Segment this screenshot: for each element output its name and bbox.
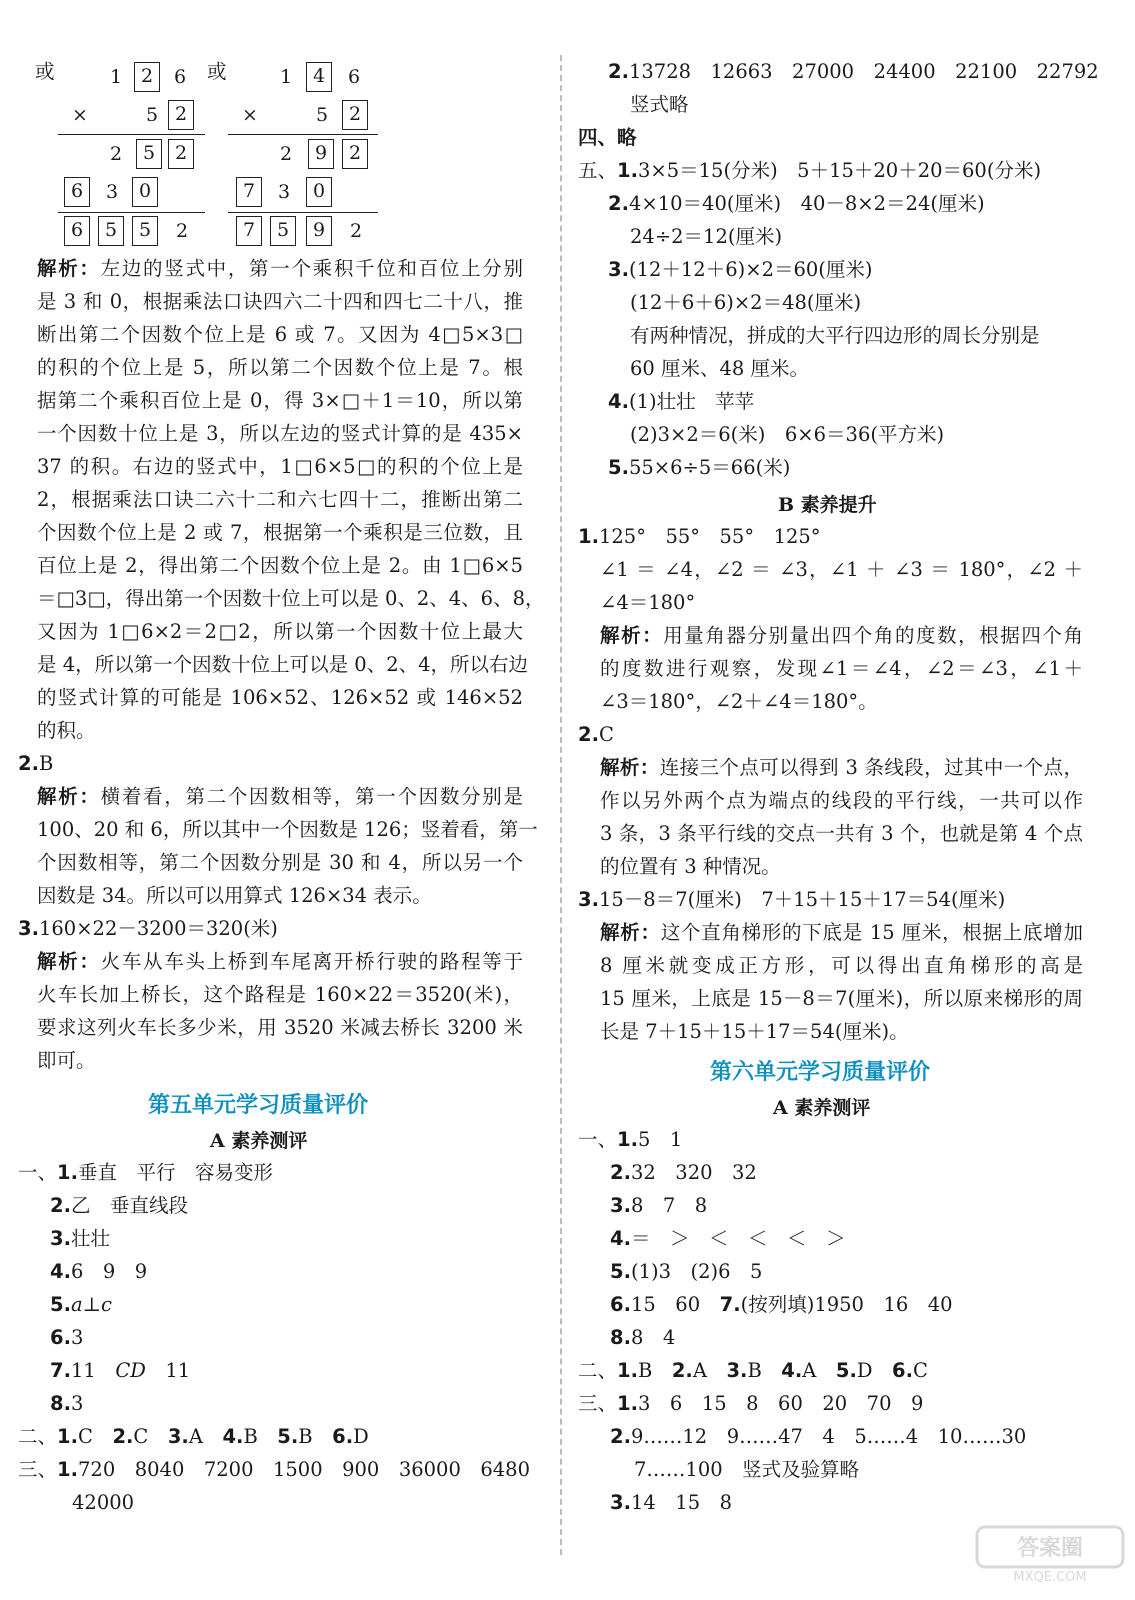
analysis-line: 的积的个位上是 5，所以第二个因数个位上是 7。根 xyxy=(37,356,523,379)
filled-box: 5 xyxy=(270,216,296,246)
u6-item-6-7: 6.15 60 7.(按列填)1950 16 40 xyxy=(610,1293,953,1316)
analysis-line: 是 4，所以第一个因数十位上可以是 0、2、4，所以右边 xyxy=(37,653,529,676)
analysis-line: 个因数相等，第二个因数分别是 30 和 4，所以另一个 xyxy=(37,851,523,874)
filled-box: 9 xyxy=(308,139,334,169)
b-item-1b: ∠1 ＝ ∠4，∠2 ＝ ∠3，∠1 ＋ ∠3 ＝ 180°，∠2 ＋ xyxy=(600,558,1083,581)
analysis-line: 又因为 1□6×2＝2□2，所以第一个因数十位上最大 xyxy=(37,620,523,643)
digit: 2 xyxy=(109,143,123,165)
analysis-line: 要求这列火车长多少米，用 3520 米减去桥长 3200 米 xyxy=(37,1016,523,1039)
filled-box: 0 xyxy=(132,177,158,207)
r-item-2b: 竖式略 xyxy=(630,93,689,116)
u6-item-2: 2.32 320 32 xyxy=(610,1161,757,1184)
analysis-line: 37 的积。右边的竖式中，1□6×5□的积的个位上是 xyxy=(37,455,523,478)
analysis-line: 的位置有 3 种情况。 xyxy=(600,855,781,878)
r-wu-4b: (2)3×2＝6(米) 6×6＝36(平方米) xyxy=(630,423,945,446)
analysis-line: 据第二个乘积百位上是 0，得 3×□＋1＝10，所以第 xyxy=(37,389,523,412)
u5-calc-row-cont: 42000 xyxy=(72,1491,135,1514)
filled-box: 5 xyxy=(98,216,124,246)
filled-box: 2 xyxy=(168,100,194,130)
filled-box: 6 xyxy=(64,216,90,246)
u5-item-4: 4.6 9 9 xyxy=(50,1260,148,1283)
analysis-line: 解析：用量角器分别量出四个角的度数，根据四个角 xyxy=(600,624,1083,647)
b-item-1: 1.125° 55° 55° 125° xyxy=(578,525,821,548)
u5-item-1: 一、1.垂直 平行 容易变形 xyxy=(18,1161,274,1184)
r-wu-3c: 有两种情况，拼成的大平行四边形的周长分别是 xyxy=(630,324,1040,347)
u6-calc-row-2: 2.9……12 9……47 4 5……4 10……30 xyxy=(610,1425,1027,1448)
u6-calc-row-1: 三、1.3 6 15 8 60 20 70 9 xyxy=(578,1392,924,1415)
analysis-line: 个因数个位上是 2 或 7，根据第一个乘积是三位数，且 xyxy=(37,521,523,544)
b-item-2: 2.C xyxy=(578,723,614,746)
filled-box: 0 xyxy=(306,177,332,207)
digit: 2 xyxy=(349,220,363,242)
u5-item-6: 6.3 xyxy=(50,1326,84,1349)
u6-item-5: 5.(1)3 (2)6 5 xyxy=(610,1260,763,1283)
r-wu-3b: (12＋6＋6)×2＝48(厘米) xyxy=(630,291,862,314)
analysis-line: 因数是 34。所以可以用算式 126×34 表示。 xyxy=(37,884,432,907)
u6-calc-row-2b: 7……100 竖式及验算略 xyxy=(634,1458,860,1481)
or-label: 或 xyxy=(35,60,55,83)
svg-text:答案圈: 答案圈 xyxy=(1016,1536,1084,1561)
times-sign: × xyxy=(242,104,258,126)
filled-box: 7 xyxy=(236,177,262,207)
u5-calc-row: 三、1.720 8040 7200 1500 900 36000 6480 xyxy=(18,1458,530,1481)
analysis-line: 断出第二个因数个位上是 6 或 7。又因为 4□5×3□ xyxy=(37,323,523,346)
unit6-subtitle: A 素养测评 xyxy=(773,1097,871,1119)
analysis-label: 解析： xyxy=(37,257,101,280)
watermark-logo xyxy=(975,1525,1125,1585)
filled-box: 5 xyxy=(136,139,162,169)
rule-line xyxy=(58,134,205,135)
r-wu-4: 4.(1)壮壮 苹苹 xyxy=(608,390,755,413)
times-sign: × xyxy=(72,104,88,126)
r-wu-1: 五、1.3×5＝15(分米) 5＋15＋20＋20＝60(分米) xyxy=(578,159,1042,182)
u6-item-3: 3.8 7 8 xyxy=(610,1194,708,1217)
digit: 1 xyxy=(109,66,123,88)
filled-box: 2 xyxy=(342,139,368,169)
analysis-line: 解析：左边的竖式中，第一个乘积千位和百位上分别 xyxy=(37,257,523,280)
unit5-subtitle: A 素养测评 xyxy=(210,1130,308,1152)
u5-item-5: 5.a⊥c xyxy=(50,1293,112,1316)
digit: 1 xyxy=(279,66,293,88)
filled-box: 2 xyxy=(342,100,368,130)
analysis-line: 15 厘米，上底是 15－8＝7(厘米)，所以原来梯形的周 xyxy=(600,987,1083,1010)
filled-box: 5 xyxy=(132,216,158,246)
analysis-line: 的度数进行观察，发现∠1＝∠4，∠2＝∠3，∠1＋ xyxy=(600,657,1083,680)
analysis-line: 是 3 和 0，根据乘法口诀四六二十四和四七二十八，推 xyxy=(37,290,523,313)
analysis-line: 作以另外两个点为端点的线段的平行线，一共可以作 xyxy=(600,789,1083,812)
analysis-line: 2，根据乘法口诀二六十二和六七四十二，推断出第二 xyxy=(37,488,523,511)
analysis-line: 3 条，3 条平行线的交点一共有 3 个，也就是第 4 个点 xyxy=(600,822,1083,845)
analysis-line: 的竖式计算的可能是 106×52、126×52 或 146×52 xyxy=(37,686,523,709)
filled-box: 6 xyxy=(64,177,90,207)
rule-line xyxy=(228,134,378,135)
filled-box: 9 xyxy=(306,216,332,246)
analysis-line: 100、20 和 6，所以其中一个因数是 126；竖着看，第一 xyxy=(37,818,538,841)
analysis-line: ∠3＝180°，∠2＋∠4＝180°。 xyxy=(600,690,878,713)
b-item-1c: ∠4＝180° xyxy=(600,591,696,614)
answer-2: 2.B xyxy=(18,752,54,775)
unit5-title: 第五单元学习质量评价 xyxy=(148,1093,369,1118)
u5-choice-row: 二、1.C 2.C 3.A 4.B 5.B 6.D xyxy=(18,1425,369,1448)
r-wu-2b: 24÷2＝12(厘米) xyxy=(630,225,783,248)
r-wu-3: 3.(12＋12＋6)×2＝60(厘米) xyxy=(608,258,873,281)
u5-item-2: 2.乙 垂直线段 xyxy=(50,1194,188,1217)
u6-choice-row: 二、1.B 2.A 3.B 4.A 5.D 6.C xyxy=(578,1359,928,1382)
digit: 5 xyxy=(145,104,159,126)
r-section-4: 四、略 xyxy=(578,126,637,149)
analysis-line: 解析：这个直角梯形的下底是 15 厘米，根据上底增加 xyxy=(600,921,1083,944)
or-label: 或 xyxy=(207,60,227,83)
b-item-3: 3.15－8＝7(厘米) 7＋15＋15＋17＝54(厘米) xyxy=(578,888,1006,911)
filled-box: 2 xyxy=(168,139,194,169)
analysis-line: 8 厘米就变成正方形，可以得出直角梯形的高是 xyxy=(600,954,1083,977)
r-wu-5: 5.55×6÷5＝66(米) xyxy=(608,456,791,479)
r-item-2: 2.13728 12663 27000 24400 22100 22792 xyxy=(608,60,1099,83)
digit: 6 xyxy=(173,66,187,88)
rule-line xyxy=(228,212,378,213)
digit: 2 xyxy=(175,220,189,242)
u6-item-8: 8.8 4 xyxy=(610,1326,676,1349)
analysis-line: 火车长加上桥长，这个路程是 160×22＝3520(米)， xyxy=(37,983,523,1006)
u5-item-8: 8.3 xyxy=(50,1392,84,1415)
digit: 2 xyxy=(279,143,293,165)
digit: 3 xyxy=(277,181,291,203)
rule-line xyxy=(58,212,205,213)
column-divider xyxy=(560,55,562,1555)
analysis-line: 即可。 xyxy=(37,1049,96,1072)
analysis-line: 解析：连接三个点可以得到 3 条线段，过其中一个点， xyxy=(600,756,1083,779)
answer-3: 3.160×22－3200＝320(米) xyxy=(18,917,278,940)
analysis-line: 解析：火车从车头上桥到车尾离开桥行驶的路程等于 xyxy=(37,950,523,973)
filled-box: 4 xyxy=(306,62,332,92)
analysis-line: ＝□3□，得出第一个因数十位上可以是 0、2、4、6、8， xyxy=(37,587,545,610)
u5-item-7: 7.11 CD 11 xyxy=(50,1359,191,1382)
svg-text:MXQE.COM: MXQE.COM xyxy=(1013,1570,1087,1585)
u5-item-3: 3.壮壮 xyxy=(50,1227,110,1250)
r-wu-2: 2.4×10＝40(厘米) 40－8×2＝24(厘米) xyxy=(608,192,985,215)
unit6-title: 第六单元学习质量评价 xyxy=(710,1060,931,1085)
analysis-line: 的积。 xyxy=(37,719,96,742)
u6-item-1: 一、1.5 1 xyxy=(578,1128,683,1151)
digit: 5 xyxy=(315,104,329,126)
u6-calc-row-3: 3.14 15 8 xyxy=(610,1491,733,1514)
r-wu-3d: 60 厘米、48 厘米。 xyxy=(630,357,810,380)
filled-box: 2 xyxy=(134,62,160,92)
digit: 3 xyxy=(105,181,119,203)
analysis-line: 一个因数十位上是 3，所以左边的竖式计算的是 435× xyxy=(37,422,523,445)
analysis-line: 解析：横着看，第二个因数相等，第一个因数分别是 xyxy=(37,785,523,808)
analysis-line: 长是 7＋15＋15＋17＝54(厘米)。 xyxy=(600,1020,909,1043)
b-section-title: B 素养提升 xyxy=(778,494,877,516)
digit: 6 xyxy=(347,66,361,88)
filled-box: 7 xyxy=(236,216,262,246)
u6-item-4: 4.＝ ＞ ＜ ＜ ＜ ＞ xyxy=(610,1227,846,1250)
analysis-line: 百位上是 2，得出第二个因数个位上是 2。由 1□6×5 xyxy=(37,554,523,577)
